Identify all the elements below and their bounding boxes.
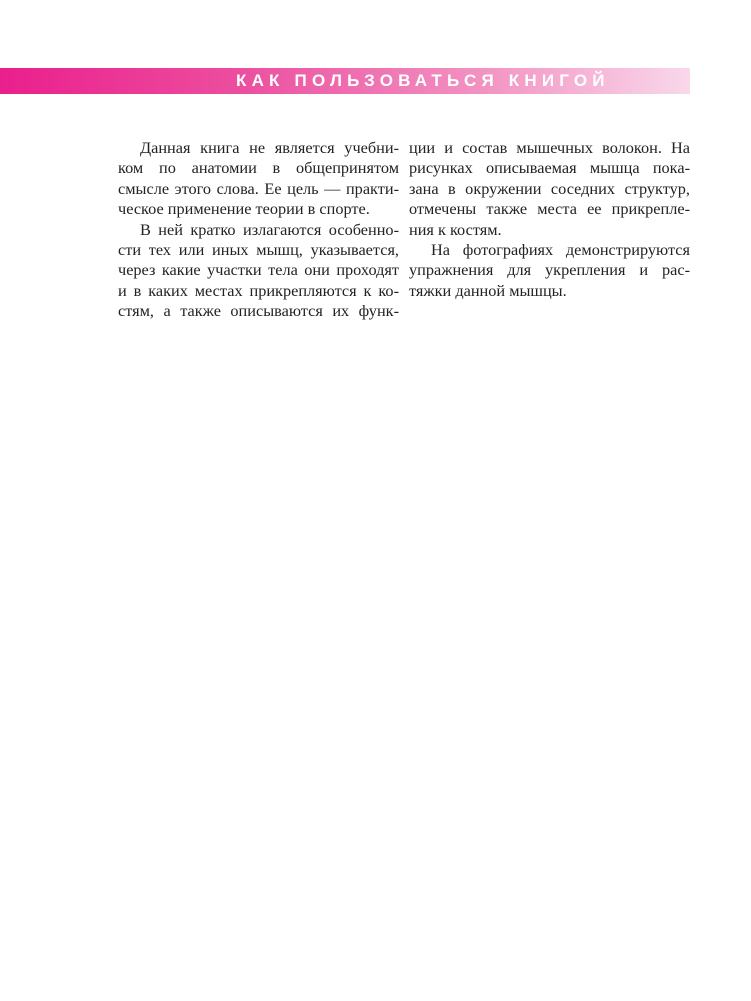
text-line: сти тех или иных мышц, указывается,	[118, 239, 399, 259]
text-line: отмечены также места ее прикрепле-	[409, 199, 690, 219]
text-line: Данная книга не является учебни-	[140, 138, 399, 157]
text-line: тяжки данной мышцы.	[409, 280, 567, 300]
text-line: зана в окружении соседних структур,	[409, 178, 690, 198]
text-line: В ней кратко излагаются особенно-	[140, 219, 399, 239]
text-line: ческое применение теории в спорте.	[118, 199, 370, 219]
section-header-bar	[0, 68, 690, 94]
text-line: ния к костям.	[409, 219, 502, 239]
text-line: через какие участки тела они проходят	[118, 260, 399, 280]
text-line: стям, а также описываются их функ-	[118, 301, 399, 321]
text-line: упражнения для укрепления и рас-	[409, 260, 690, 280]
text-line: ции и состав мышечных волокон. На	[409, 138, 690, 157]
section-title: КАК ПОЛЬЗОВАТЬСЯ КНИГОЙ	[236, 71, 610, 90]
text-line: рисунках описываемая мышца пока-	[409, 158, 690, 178]
text-column-right	[409, 138, 690, 301]
text-line: смысле этого слова. Ее цель — практи-	[118, 178, 399, 198]
text-line: На фотографиях демонстрируются	[431, 239, 690, 259]
text-column-left	[118, 138, 399, 322]
text-line: и в каких местах прикрепляются к ко-	[118, 280, 399, 300]
text-line: ком по анатомии в общепринятом	[118, 158, 399, 178]
